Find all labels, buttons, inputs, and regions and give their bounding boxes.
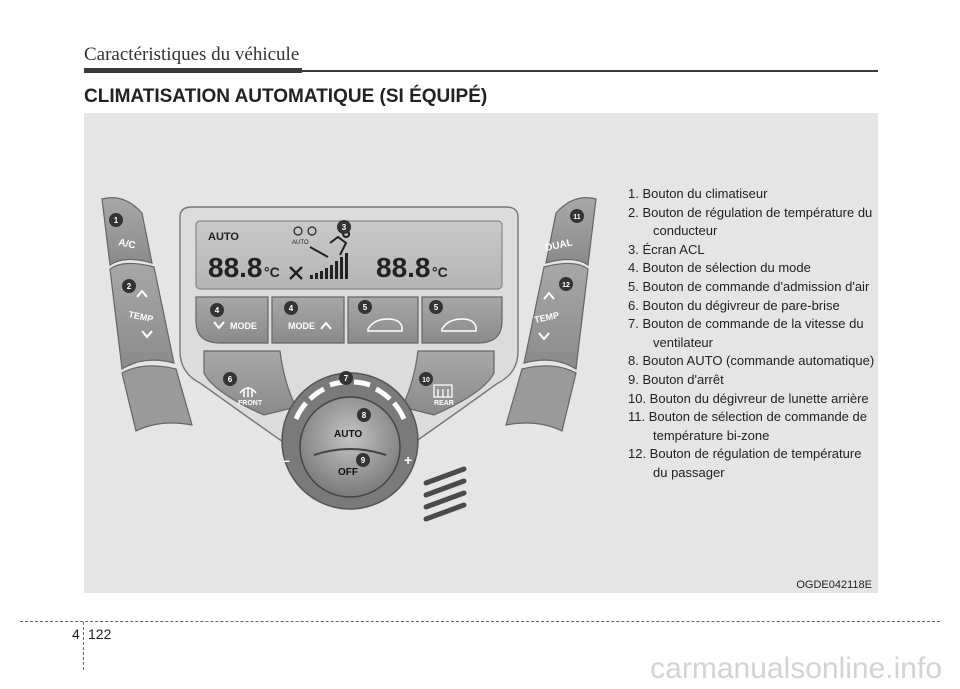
- marker-4b: [284, 301, 298, 315]
- dual-button[interactable]: [546, 198, 596, 265]
- fan-plus-label: +: [404, 452, 413, 468]
- marker-8: [357, 408, 371, 422]
- ac-label: A/C: [117, 237, 137, 252]
- lcd-unit-left: °C: [264, 264, 280, 280]
- marker-9: [356, 453, 370, 467]
- legend-item: 4. Bouton de sélection du mode: [628, 260, 811, 276]
- svg-text:9: 9: [360, 456, 366, 465]
- svg-text:4: 4: [288, 304, 294, 313]
- header-rule: [302, 70, 878, 72]
- knob-off-label: OFF: [338, 467, 358, 478]
- watermark: carmanualsonline.info: [650, 652, 942, 685]
- left-lower-trim: [122, 366, 192, 431]
- front-defrost-label: FRONT: [238, 400, 263, 407]
- mode-left-label: MODE: [230, 321, 257, 331]
- marker-1: [109, 213, 123, 227]
- marker-12: [559, 277, 573, 291]
- svg-text:2: 2: [126, 282, 132, 291]
- figure-box: [84, 113, 878, 593]
- lcd-unit-right: °C: [432, 264, 448, 280]
- knob-auto-label: AUTO: [334, 429, 363, 440]
- svg-text:1: 1: [113, 216, 119, 225]
- lcd-mini-auto: AUTO: [292, 240, 309, 246]
- auto-off-knob[interactable]: [300, 397, 400, 497]
- svg-text:3: 3: [341, 223, 347, 232]
- marker-11: [570, 209, 584, 223]
- climate-control-panel: [84, 193, 614, 593]
- marker-5a: [358, 300, 372, 314]
- marker-6: [223, 372, 237, 386]
- marker-7: [339, 371, 353, 385]
- right-lower-trim: [506, 366, 576, 431]
- legend-item: 3. Écran ACL: [628, 241, 705, 257]
- legend-item: 11. Bouton de sélection de commande de température bi-zone: [628, 409, 867, 443]
- legend-item: 2. Bouton de régulation de température du conducteur: [628, 204, 873, 239]
- svg-text:10: 10: [422, 377, 430, 384]
- mode-right-label: MODE: [288, 321, 315, 331]
- legend-item: 8. Bouton AUTO (commande automatique): [628, 353, 875, 369]
- fan-minus-label: –: [282, 452, 290, 468]
- svg-text:6: 6: [227, 375, 233, 384]
- legend-item: 9. Bouton d'arrêt: [628, 371, 724, 387]
- svg-text:7: 7: [343, 374, 349, 383]
- header-title: Caractéristiques du véhicule: [84, 44, 300, 65]
- svg-text:5: 5: [362, 303, 368, 312]
- mode-up-button[interactable]: [272, 297, 344, 343]
- legend-item: 10. Bouton du dégivreur de lunette arrière: [628, 390, 869, 406]
- marker-10: [419, 372, 433, 386]
- mode-down-button[interactable]: [196, 297, 268, 343]
- svg-text:12: 12: [562, 282, 570, 289]
- marker-5b: [429, 300, 443, 314]
- legend-item: 12. Bouton de régulation de température du passager: [628, 446, 862, 480]
- legend-item: 1. Bouton du climatiseur: [628, 186, 768, 201]
- marker-2: [122, 279, 136, 293]
- svg-text:4: 4: [214, 306, 220, 315]
- svg-text:11: 11: [573, 214, 581, 221]
- ac-button[interactable]: [102, 198, 152, 265]
- page-number: 122: [88, 626, 112, 642]
- legend-list: [628, 185, 878, 483]
- vent-grille: [426, 469, 464, 519]
- header-bar: [84, 68, 302, 73]
- driver-temp-label: TEMP: [127, 309, 155, 325]
- lcd-temp-left: 88.8: [208, 252, 263, 283]
- lcd-auto-text: AUTO: [208, 231, 239, 243]
- footer-rule: [20, 621, 940, 622]
- passenger-temp-label: TEMP: [533, 309, 560, 325]
- section-title: CLIMATISATION AUTOMATIQUE (SI ÉQUIPÉ): [84, 86, 488, 107]
- dual-label: DUAL: [544, 237, 574, 254]
- svg-text:5: 5: [433, 303, 439, 312]
- figure-code: OGDE042118E: [796, 579, 872, 591]
- legend-item: 6. Bouton du dégivreur de pare-brise: [628, 297, 840, 313]
- chapter-number: 4: [72, 626, 80, 642]
- marker-3: [337, 220, 351, 234]
- rear-defrost-label: REAR: [434, 400, 454, 407]
- footer-divider: [83, 622, 84, 670]
- legend-item: 7. Bouton de commande de la vitesse du ventilateur: [628, 316, 864, 350]
- lcd-temp-right: 88.8: [376, 252, 431, 283]
- marker-4a: [210, 303, 224, 317]
- svg-text:8: 8: [361, 411, 367, 420]
- legend-item: 5. Bouton de commande d'admission d'air: [628, 278, 870, 294]
